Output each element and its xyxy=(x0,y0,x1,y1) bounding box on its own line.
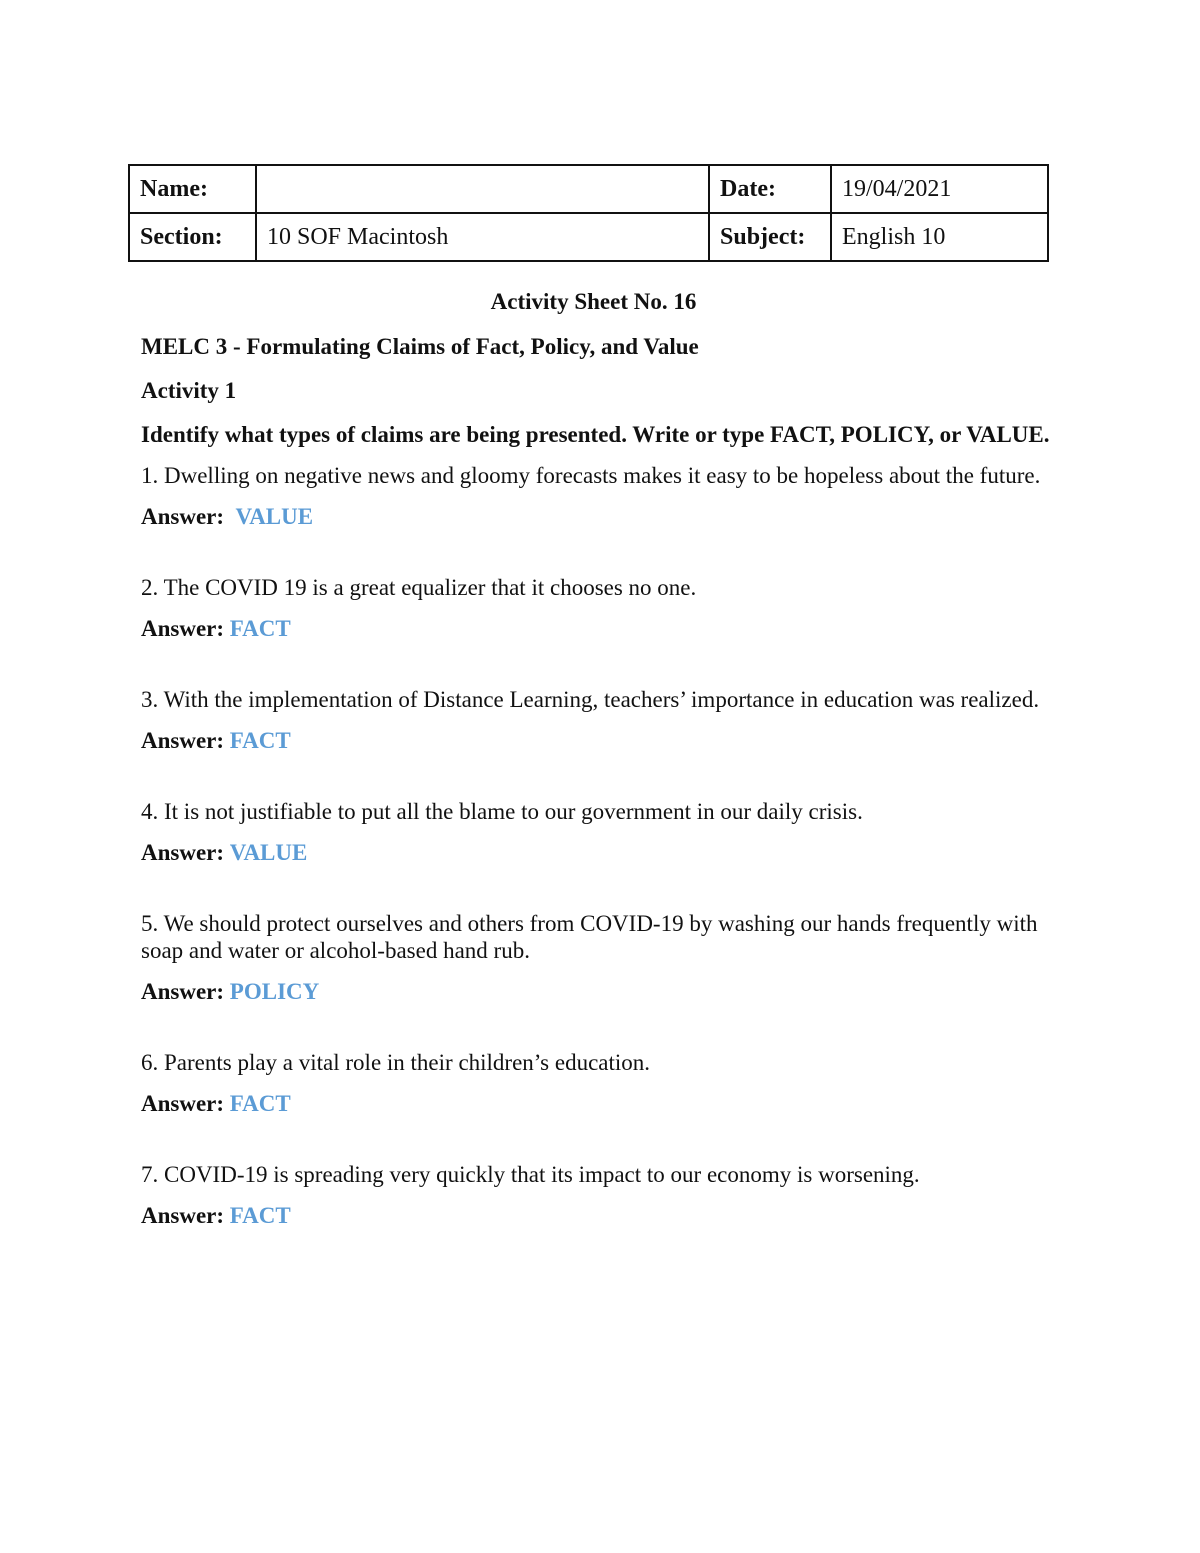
answer-line xyxy=(141,1090,1061,1117)
answer-label: Answer: xyxy=(141,979,225,1004)
name-value xyxy=(256,165,709,213)
answer-value: FACT xyxy=(229,1203,291,1228)
question-list xyxy=(141,462,1061,1229)
question-text: 4. It is not justifiable to put all the blame to our government in our daily crisis. xyxy=(141,799,863,824)
list-item xyxy=(141,798,1061,866)
answer-value: VALUE xyxy=(235,504,314,529)
question-text: 5. We should protect ourselves and others from COVID-19 by washing our hands frequently with soap and water or alcohol-based hand rub. xyxy=(141,911,1038,963)
question-text: 7. COVID-19 is spreading very quickly that its impact to our economy is worsening. xyxy=(141,1162,920,1187)
table-row xyxy=(129,165,1048,213)
list-item xyxy=(141,686,1061,754)
question-text: 2. The COVID 19 is a great equalizer that it chooses no one. xyxy=(141,575,697,600)
answer-value: FACT xyxy=(229,616,291,641)
list-item xyxy=(141,462,1061,530)
section-value: 10 SOF Macintosh xyxy=(256,213,709,261)
answer-line xyxy=(141,839,1061,866)
answer-label: Answer: xyxy=(141,840,225,865)
date-label: Date: xyxy=(709,165,831,213)
list-item xyxy=(141,1049,1061,1117)
answer-line xyxy=(141,1202,1061,1229)
instructions: Identify what types of claims are being presented. Write or type FACT, POLICY, or VALUE. xyxy=(141,422,1050,447)
date-value: 19/04/2021 xyxy=(831,165,1048,213)
melc-heading: MELC 3 - Formulating Claims of Fact, Policy, and Value xyxy=(141,334,699,359)
answer-line xyxy=(141,615,1061,642)
answer-value: VALUE xyxy=(229,840,308,865)
activity-heading: Activity 1 xyxy=(141,378,237,403)
question-text: 3. With the implementation of Distance Learning, teachers’ importance in education was realized. xyxy=(141,687,1040,712)
answer-label: Answer: xyxy=(141,616,225,641)
worksheet-content xyxy=(141,288,1061,1273)
answer-line xyxy=(141,978,1061,1005)
answer-label: Answer: xyxy=(141,1203,225,1228)
subject-label: Subject: xyxy=(709,213,831,261)
page-title: Activity Sheet No. 16 xyxy=(490,289,697,314)
answer-value: FACT xyxy=(229,1091,291,1116)
list-item xyxy=(141,1161,1061,1229)
section-label: Section: xyxy=(129,213,256,261)
list-item xyxy=(141,910,1061,1005)
answer-line xyxy=(141,503,1061,530)
list-item xyxy=(141,574,1061,642)
table-row xyxy=(129,213,1048,261)
answer-label: Answer: xyxy=(141,1091,225,1116)
answer-label: Answer: xyxy=(141,728,225,753)
question-text: 6. Parents play a vital role in their children’s education. xyxy=(141,1050,651,1075)
answer-line xyxy=(141,727,1061,754)
student-info-table xyxy=(128,164,1049,262)
subject-value: English 10 xyxy=(831,213,1048,261)
name-label: Name: xyxy=(129,165,256,213)
answer-value: FACT xyxy=(229,728,291,753)
answer-label: Answer: xyxy=(141,504,225,529)
question-text: 1. Dwelling on negative news and gloomy forecasts makes it easy to be hopeless about the future. xyxy=(141,463,1041,488)
answer-value: POLICY xyxy=(229,979,320,1004)
